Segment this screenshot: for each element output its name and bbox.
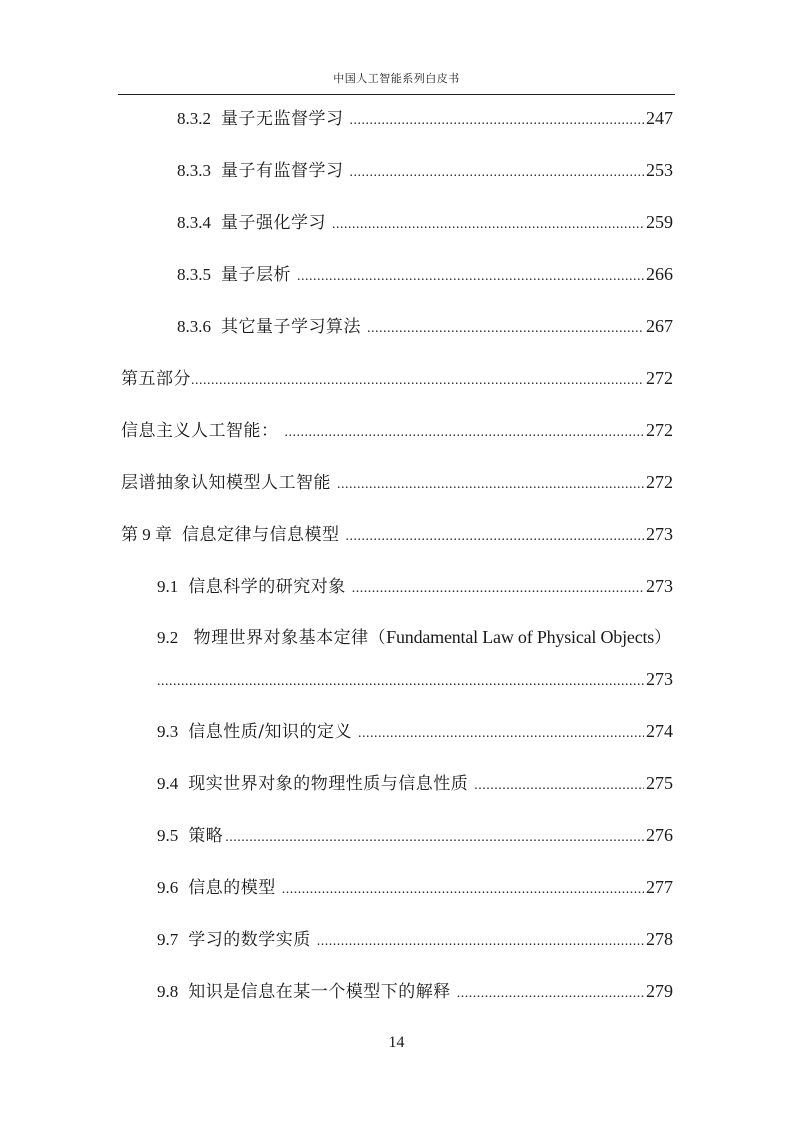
toc-entry[interactable] (157, 572, 673, 600)
toc-entry-page: 278 (646, 929, 673, 949)
toc-dot-leader (474, 772, 644, 800)
toc-entry-title: 其它量子学习算法 (221, 317, 361, 337)
toc-entry-page: 274 (646, 721, 673, 741)
toc-entry[interactable] (177, 156, 673, 184)
toc-entry-page: 276 (646, 825, 673, 845)
toc-entry-page: 272 (646, 472, 673, 492)
toc-dot-leader (337, 471, 644, 499)
toc-dot-leader (350, 107, 645, 135)
toc-entry-number: 9.2 (157, 628, 179, 647)
toc-entry-title: 信息科学的研究对象 (188, 577, 346, 597)
toc-entry[interactable] (121, 520, 673, 548)
toc-entry[interactable] (177, 260, 673, 288)
toc-entry-page: 277 (646, 877, 673, 897)
toc-entry-number: 8.3.4 (177, 213, 211, 232)
toc-entry-number: 第 9 章 (121, 525, 172, 544)
toc-entry-number: 9.5 (157, 826, 179, 845)
toc-entry-page: 273 (646, 669, 673, 689)
toc-entry-title: 量子层析 (221, 265, 291, 285)
toc-entry-number: 8.3.5 (177, 265, 211, 284)
toc-entry[interactable] (157, 821, 673, 849)
toc-dot-leader (350, 159, 645, 187)
toc-entry-title: 量子强化学习 (221, 213, 326, 233)
toc-entry-page: 273 (646, 524, 673, 544)
toc-dot-leader (352, 575, 644, 603)
header-title: 中国人工智能系列白皮书 (333, 72, 460, 85)
toc-dot-leader (282, 876, 644, 904)
toc-entry-page: 267 (646, 316, 673, 336)
toc-entry[interactable] (177, 104, 673, 132)
toc-entry-number: 9.4 (157, 774, 179, 793)
toc-entry-title: 物理世界对象基本定律（ (193, 628, 387, 648)
toc-entry-page: 266 (646, 264, 673, 284)
toc-entry-number: 8.3.3 (177, 161, 211, 180)
toc-entry-title: 信息性质/知识的定义 (188, 722, 352, 742)
toc-entry-page: 247 (646, 108, 673, 128)
toc-dot-leader (346, 523, 645, 551)
toc-entry[interactable] (157, 873, 673, 901)
toc-entry[interactable] (157, 925, 673, 953)
toc-entry-title: 策略 (188, 826, 224, 846)
toc-dot-leader (367, 315, 644, 343)
toc-entry[interactable] (157, 717, 673, 745)
toc-entry-number: 9.3 (157, 722, 179, 741)
toc-dot-leader (297, 263, 644, 291)
toc-entry-number: 9.6 (157, 878, 179, 897)
toc-entry-page: 275 (646, 773, 673, 793)
toc-dot-leader (285, 419, 645, 447)
toc-dot-leader (358, 720, 644, 748)
toc-entry-page: 279 (646, 981, 673, 1001)
toc-entry[interactable] (157, 977, 673, 1005)
toc-dot-leader (457, 980, 644, 1008)
toc-entry-number: 9.1 (157, 577, 179, 596)
toc-entry-title: 现实世界对象的物理性质与信息性质 (188, 774, 469, 794)
toc-entry-title: 第五部分 (121, 369, 191, 389)
toc-entry-title: 信息定律与信息模型 (182, 525, 340, 545)
toc-entry[interactable] (121, 364, 673, 392)
toc-entry[interactable] (121, 416, 673, 444)
toc-entry-page: 259 (646, 212, 673, 232)
toc-entry-number: 9.7 (157, 930, 179, 949)
toc-dot-leader (157, 668, 644, 696)
toc-entry-number: 8.3.2 (177, 109, 211, 128)
toc-entry-number: 8.3.6 (177, 317, 211, 336)
toc-entry-title: 量子有监督学习 (221, 161, 344, 181)
toc-dot-leader (332, 211, 644, 239)
toc-entry-title-english: Fundamental Law of Physical Objects (386, 627, 655, 647)
toc-entry-page: 272 (646, 420, 673, 440)
toc-entry-title-close: ） (654, 628, 672, 648)
page-number: 14 (388, 1034, 405, 1051)
toc-entry-title: 信息主义人工智能： (121, 421, 279, 441)
toc-entry[interactable] (121, 468, 673, 496)
toc-entry-continuation[interactable] (157, 665, 673, 693)
toc-entry-title: 信息的模型 (188, 878, 276, 898)
toc-entry-page: 272 (646, 368, 673, 388)
running-header (118, 70, 675, 95)
toc-entry-title: 学习的数学实质 (188, 930, 311, 950)
toc-entry-title: 知识是信息在某一个模型下的解释 (188, 982, 451, 1002)
toc-entry[interactable] (177, 208, 673, 236)
toc-entry[interactable] (157, 769, 673, 797)
toc-entry-title: 层谱抽象认知模型人工智能 (121, 473, 331, 493)
toc-entry-title: 量子无监督学习 (221, 109, 344, 129)
toc-entry[interactable] (177, 312, 673, 340)
toc-dot-leader (191, 367, 644, 395)
toc-dot-leader (317, 928, 644, 956)
toc-entry-number: 9.8 (157, 982, 179, 1001)
toc-entry-page: 273 (646, 576, 673, 596)
toc-entry-wrapped[interactable] (157, 623, 671, 651)
toc-dot-leader (225, 824, 644, 852)
toc-entry-page: 253 (646, 160, 673, 180)
